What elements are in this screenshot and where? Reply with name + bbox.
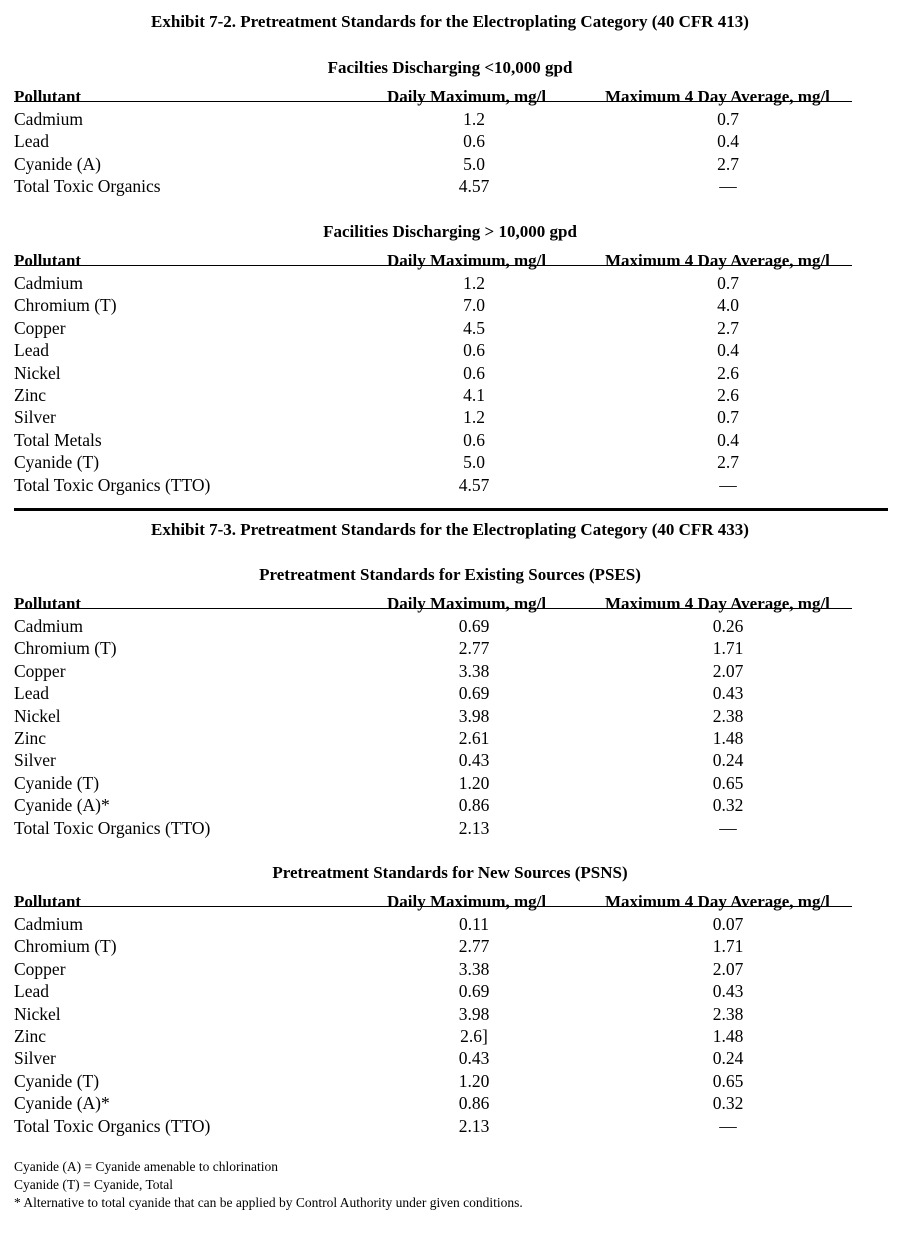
daily-maximum-cell: 5.0 bbox=[463, 452, 485, 473]
table-row bbox=[0, 1070, 900, 1092]
daily-maximum-cell: 1.2 bbox=[463, 407, 485, 428]
four-day-average-cell: 0.4 bbox=[717, 131, 739, 152]
column-header-4-day-average: Maximum 4 Day Average, mg/l bbox=[605, 251, 830, 270]
table-row bbox=[0, 705, 900, 727]
footnote: * Alternative to total cyanide that can be applied by Control Authority under given conditions. bbox=[14, 1195, 523, 1210]
table-row bbox=[0, 615, 900, 637]
pollutant-cell: Total Toxic Organics (TTO) bbox=[14, 1115, 211, 1136]
table-row bbox=[0, 1115, 900, 1137]
daily-maximum-cell: 1.2 bbox=[463, 273, 485, 293]
daily-maximum-cell: 0.11 bbox=[459, 914, 489, 934]
exhibit-7-3-title: Exhibit 7-3. Pretreatment Standards for the Electroplating Category (40 CFR 433) bbox=[151, 520, 749, 539]
column-header-4-day-average: Maximum 4 Day Average, mg/l bbox=[605, 594, 830, 613]
four-day-average-cell: 0.7 bbox=[717, 109, 739, 129]
table-row bbox=[0, 682, 900, 704]
pollutant-cell: Total Toxic Organics (TTO) bbox=[14, 817, 211, 838]
pollutant-cell: Total Toxic Organics bbox=[14, 176, 161, 197]
table-row bbox=[0, 817, 900, 839]
four-day-average-cell: — bbox=[719, 1115, 737, 1136]
table-header bbox=[0, 250, 900, 272]
pollutant-cell: Cyanide (T) bbox=[14, 772, 100, 793]
daily-maximum-cell: 2.77 bbox=[458, 638, 490, 659]
four-day-average-cell: 0.26 bbox=[712, 616, 744, 636]
four-day-average-cell: 2.38 bbox=[712, 705, 744, 726]
table-row bbox=[0, 1025, 900, 1047]
table-row bbox=[0, 362, 900, 384]
table-row bbox=[0, 660, 900, 682]
table-subtitle: Pretreatment Standards for Existing Sources (PSES) bbox=[259, 565, 641, 584]
daily-maximum-cell: 4.57 bbox=[458, 176, 490, 197]
table-row bbox=[0, 108, 900, 130]
daily-maximum-cell: 0.86 bbox=[458, 1093, 490, 1114]
table-row bbox=[0, 272, 900, 294]
pollutant-cell: Cyanide (A)* bbox=[14, 795, 110, 816]
four-day-average-cell: 0.65 bbox=[712, 772, 744, 793]
table-header bbox=[0, 86, 900, 108]
pollutant-cell: Lead bbox=[14, 683, 49, 704]
four-day-average-cell: — bbox=[719, 176, 737, 197]
daily-maximum-cell: 0.69 bbox=[458, 616, 490, 636]
table-header bbox=[0, 891, 900, 913]
table-row bbox=[0, 637, 900, 659]
four-day-average-cell: 2.7 bbox=[717, 452, 739, 473]
four-day-average-cell: 0.4 bbox=[717, 429, 739, 450]
table-row bbox=[0, 1003, 900, 1025]
pollutant-cell: Cyanide (T) bbox=[14, 452, 100, 473]
four-day-average-cell: 2.7 bbox=[717, 317, 739, 338]
table-row bbox=[0, 130, 900, 152]
daily-maximum-cell: 0.6 bbox=[463, 429, 485, 450]
daily-maximum-cell: 2.77 bbox=[458, 936, 490, 957]
pollutant-cell: Chromium (T) bbox=[14, 295, 117, 316]
column-header-daily-maximum: Daily Maximum, mg/l bbox=[387, 594, 547, 613]
daily-maximum-cell: 2.61 bbox=[458, 728, 490, 748]
table-row bbox=[0, 294, 900, 316]
four-day-average-cell: 1.71 bbox=[712, 638, 744, 659]
footnote: Cyanide (T) = Cyanide, Total bbox=[14, 1177, 174, 1192]
pollutant-cell: Copper bbox=[14, 958, 66, 979]
daily-maximum-cell: 4.1 bbox=[463, 385, 485, 405]
table-row bbox=[0, 406, 900, 428]
daily-maximum-cell: 7.0 bbox=[463, 295, 485, 316]
pollutant-cell: Lead bbox=[14, 340, 49, 361]
pollutant-cell: Zinc bbox=[14, 728, 47, 748]
daily-maximum-cell: 4.5 bbox=[463, 317, 485, 338]
four-day-average-cell: 0.07 bbox=[712, 914, 744, 934]
pollutant-cell: Cadmium bbox=[14, 273, 84, 293]
table-row bbox=[0, 384, 900, 406]
pollutant-cell: Cyanide (A)* bbox=[14, 1093, 110, 1114]
daily-maximum-cell: 1.20 bbox=[458, 1070, 490, 1091]
pollutant-cell: Silver bbox=[14, 407, 56, 428]
table-subtitle: Pretreatment Standards for New Sources (PSNS) bbox=[272, 863, 628, 882]
table-row bbox=[0, 980, 900, 1002]
pollutant-cell: Copper bbox=[14, 660, 66, 681]
table-row bbox=[0, 935, 900, 957]
exhibit-7-2-title: Exhibit 7-2. Pretreatment Standards for the Electroplating Category (40 CFR 413) bbox=[151, 12, 749, 31]
daily-maximum-cell: 2.13 bbox=[458, 1115, 490, 1136]
four-day-average-cell: 0.32 bbox=[712, 1093, 744, 1114]
four-day-average-cell: 2.6 bbox=[717, 362, 739, 383]
four-day-average-cell: 0.24 bbox=[712, 750, 744, 771]
footnote: Cyanide (A) = Cyanide amenable to chlorination bbox=[14, 1159, 279, 1174]
table-subtitle: Facilities Discharging > 10,000 gpd bbox=[323, 222, 577, 241]
daily-maximum-cell: 2.13 bbox=[458, 817, 490, 838]
pollutant-cell: Copper bbox=[14, 317, 66, 338]
daily-maximum-cell: 3.98 bbox=[458, 1003, 490, 1024]
daily-maximum-cell: 0.43 bbox=[458, 750, 490, 771]
table-subtitle: Facilties Discharging <10,000 gpd bbox=[327, 58, 573, 77]
four-day-average-cell: 1.48 bbox=[712, 728, 744, 748]
pollutant-cell: Zinc bbox=[14, 1026, 47, 1046]
table-row bbox=[0, 772, 900, 794]
table-row bbox=[0, 175, 900, 197]
four-day-average-cell: 2.38 bbox=[712, 1003, 744, 1024]
table-row bbox=[0, 913, 900, 935]
column-header-pollutant: Pollutant bbox=[14, 251, 82, 270]
column-header-4-day-average: Maximum 4 Day Average, mg/l bbox=[605, 892, 830, 911]
table-row bbox=[0, 153, 900, 175]
daily-maximum-cell: 3.98 bbox=[458, 705, 490, 726]
column-header-daily-maximum: Daily Maximum, mg/l bbox=[387, 892, 547, 911]
daily-maximum-cell: 3.38 bbox=[458, 660, 490, 681]
table-row bbox=[0, 451, 900, 473]
four-day-average-cell: 0.32 bbox=[712, 795, 744, 816]
pollutant-cell: Total Metals bbox=[14, 429, 102, 450]
daily-maximum-cell: 2.6] bbox=[460, 1026, 488, 1046]
pollutant-cell: Cadmium bbox=[14, 616, 84, 636]
pollutant-cell: Chromium (T) bbox=[14, 638, 117, 659]
column-header-pollutant: Pollutant bbox=[14, 594, 82, 613]
pollutant-cell: Nickel bbox=[14, 362, 61, 383]
column-header-daily-maximum: Daily Maximum, mg/l bbox=[387, 87, 547, 106]
column-header-4-day-average: Maximum 4 Day Average, mg/l bbox=[605, 87, 830, 106]
table-row bbox=[0, 339, 900, 361]
table-row bbox=[0, 958, 900, 980]
pollutant-cell: Chromium (T) bbox=[14, 936, 117, 957]
pollutant-cell: Lead bbox=[14, 981, 49, 1002]
pollutant-cell: Cadmium bbox=[14, 914, 84, 934]
four-day-average-cell: 0.7 bbox=[717, 407, 739, 428]
section-divider bbox=[14, 508, 888, 511]
daily-maximum-cell: 0.6 bbox=[463, 362, 485, 383]
pollutant-cell: Silver bbox=[14, 1048, 56, 1069]
four-day-average-cell: — bbox=[719, 817, 737, 838]
table-row bbox=[0, 429, 900, 451]
four-day-average-cell: 0.7 bbox=[717, 273, 739, 293]
four-day-average-cell: 0.4 bbox=[717, 340, 739, 361]
four-day-average-cell: 2.6 bbox=[717, 385, 739, 405]
pollutant-cell: Lead bbox=[14, 131, 49, 152]
four-day-average-cell: 1.71 bbox=[712, 936, 744, 957]
daily-maximum-cell: 5.0 bbox=[463, 153, 485, 174]
four-day-average-cell: — bbox=[719, 474, 737, 495]
table-row bbox=[0, 749, 900, 771]
daily-maximum-cell: 1.20 bbox=[458, 772, 490, 793]
table-row bbox=[0, 1092, 900, 1114]
daily-maximum-cell: 0.69 bbox=[458, 981, 490, 1002]
pollutant-cell: Cadmium bbox=[14, 109, 84, 129]
daily-maximum-cell: 0.69 bbox=[458, 683, 490, 704]
pollutant-cell: Cyanide (T) bbox=[14, 1070, 100, 1091]
pollutant-cell: Silver bbox=[14, 750, 56, 771]
daily-maximum-cell: 1.2 bbox=[463, 109, 485, 129]
pollutant-cell: Nickel bbox=[14, 705, 61, 726]
four-day-average-cell: 0.65 bbox=[712, 1070, 744, 1091]
pollutant-cell: Cyanide (A) bbox=[14, 153, 101, 174]
daily-maximum-cell: 0.6 bbox=[463, 131, 485, 152]
four-day-average-cell: 0.24 bbox=[712, 1048, 744, 1069]
four-day-average-cell: 0.43 bbox=[712, 683, 744, 704]
pollutant-cell: Total Toxic Organics (TTO) bbox=[14, 474, 211, 495]
table-row bbox=[0, 794, 900, 816]
four-day-average-cell: 2.07 bbox=[712, 958, 744, 979]
daily-maximum-cell: 0.86 bbox=[458, 795, 490, 816]
table-row bbox=[0, 474, 900, 496]
daily-maximum-cell: 4.57 bbox=[458, 474, 490, 495]
four-day-average-cell: 1.48 bbox=[712, 1026, 744, 1046]
column-header-pollutant: Pollutant bbox=[14, 87, 82, 106]
table-header bbox=[0, 593, 900, 615]
pollutant-cell: Zinc bbox=[14, 385, 47, 405]
daily-maximum-cell: 0.6 bbox=[463, 340, 485, 361]
column-header-pollutant: Pollutant bbox=[14, 892, 82, 911]
table-row bbox=[0, 317, 900, 339]
daily-maximum-cell: 0.43 bbox=[458, 1048, 490, 1069]
daily-maximum-cell: 3.38 bbox=[458, 958, 490, 979]
four-day-average-cell: 2.7 bbox=[717, 153, 739, 174]
table-row bbox=[0, 727, 900, 749]
pollutant-cell: Nickel bbox=[14, 1003, 61, 1024]
table-row bbox=[0, 1047, 900, 1069]
column-header-daily-maximum: Daily Maximum, mg/l bbox=[387, 251, 547, 270]
four-day-average-cell: 4.0 bbox=[717, 295, 739, 316]
four-day-average-cell: 0.43 bbox=[712, 981, 744, 1002]
four-day-average-cell: 2.07 bbox=[712, 660, 744, 681]
